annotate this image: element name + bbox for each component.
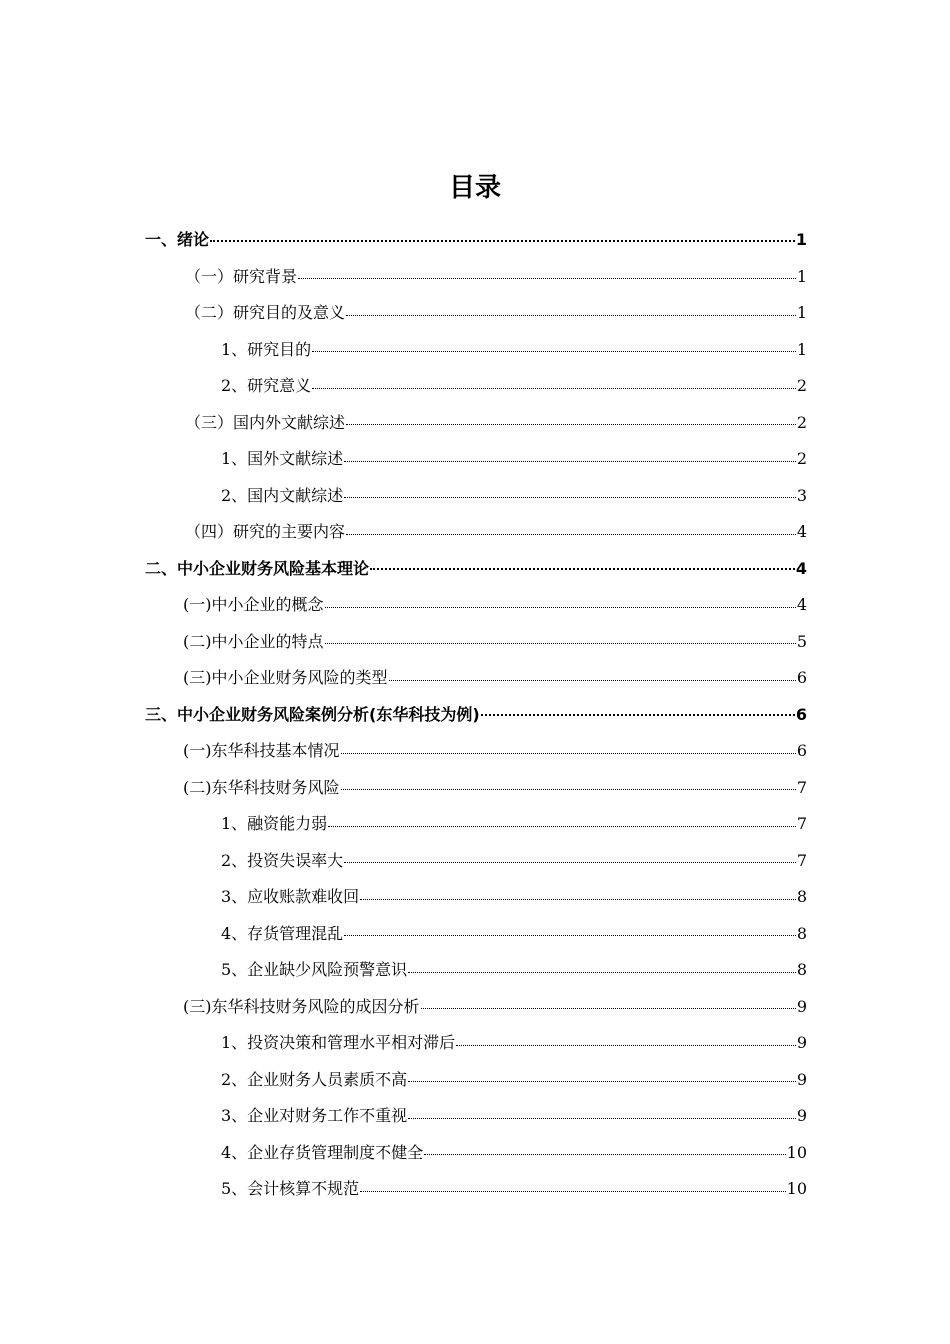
dot-leader bbox=[481, 714, 795, 716]
toc-entry-page: 4 bbox=[795, 558, 807, 578]
toc-entry-label: 1、研究目的 bbox=[221, 339, 312, 359]
toc-entry-page: 9 bbox=[796, 996, 807, 1016]
dot-leader bbox=[312, 388, 796, 389]
dot-leader bbox=[424, 1154, 785, 1155]
dot-leader bbox=[325, 643, 796, 644]
dot-leader bbox=[341, 753, 796, 754]
toc-entry-label: 4、存货管理混乱 bbox=[221, 923, 344, 943]
toc-entry-page: 6 bbox=[796, 668, 807, 687]
toc-entry-page: 7 bbox=[796, 814, 807, 833]
toc-entry-label: （二）研究目的及意义 bbox=[185, 303, 346, 322]
toc-entry-section[interactable] bbox=[145, 405, 807, 442]
dot-leader bbox=[210, 240, 795, 242]
toc-entry-subsection[interactable] bbox=[145, 1062, 807, 1099]
dot-leader bbox=[298, 278, 796, 279]
toc-entry-chapter-3[interactable] bbox=[145, 697, 807, 734]
toc-entry-subsection[interactable] bbox=[145, 441, 807, 478]
toc-entry-subsection[interactable] bbox=[145, 916, 807, 953]
toc-entry-label: 3、企业对财务工作不重视 bbox=[221, 1106, 408, 1125]
toc-entry-page: 7 bbox=[796, 850, 807, 870]
toc-entry-label: 5、企业缺少风险预警意识 bbox=[221, 960, 408, 979]
toc-entry-section[interactable] bbox=[145, 733, 807, 770]
toc-entry-page: 5 bbox=[796, 631, 807, 651]
toc-entry-page: 2 bbox=[796, 376, 807, 395]
toc-entry-label: 4、企业存货管理制度不健全 bbox=[221, 1142, 424, 1162]
toc-entry-section[interactable] bbox=[145, 624, 807, 661]
toc-entry-page: 8 bbox=[796, 887, 807, 906]
dot-leader bbox=[344, 461, 796, 462]
toc-entry-page: 9 bbox=[796, 1033, 807, 1052]
toc-entry-label: （一）研究背景 bbox=[185, 266, 298, 286]
toc-entry-page: 1 bbox=[796, 266, 807, 286]
toc-entry-label: 一、绪论 bbox=[145, 230, 210, 249]
toc-entry-page: 3 bbox=[796, 485, 807, 505]
toc-entry-label: 2、研究意义 bbox=[221, 376, 312, 395]
toc-entry-label: 二、中小企业财务风险基本理论 bbox=[145, 558, 370, 578]
toc-entry-page: 2 bbox=[796, 412, 807, 432]
dot-leader bbox=[456, 1045, 796, 1046]
toc-entry-page: 4 bbox=[796, 522, 807, 541]
toc-entry-page: 8 bbox=[796, 960, 807, 979]
toc-entry-subsection[interactable] bbox=[145, 1025, 807, 1062]
toc-entry-section[interactable] bbox=[145, 295, 807, 332]
toc-entry-label: 1、投资决策和管理水平相对滞后 bbox=[221, 1033, 456, 1052]
toc-entry-label: 5、会计核算不规范 bbox=[221, 1179, 360, 1198]
toc-entry-page: 4 bbox=[796, 595, 807, 614]
toc-entry-subsection[interactable] bbox=[145, 368, 807, 405]
dot-leader bbox=[312, 351, 796, 352]
dot-leader bbox=[346, 424, 796, 425]
toc-entry-label: 2、企业财务人员素质不高 bbox=[221, 1069, 408, 1089]
toc-entry-label: (二)东华科技财务风险 bbox=[183, 777, 340, 797]
toc-entry-label: 1、国外文献综述 bbox=[221, 449, 344, 468]
toc-entry-label: 2、投资失误率大 bbox=[221, 850, 344, 870]
toc-entry-section[interactable] bbox=[145, 989, 807, 1026]
dot-leader bbox=[344, 497, 796, 498]
toc-entry-subsection[interactable] bbox=[145, 843, 807, 880]
toc-entry-label: 三、中小企业财务风险案例分析(东华科技为例) bbox=[145, 704, 480, 724]
toc-entry-page: 6 bbox=[795, 704, 807, 724]
toc-entry-section[interactable] bbox=[145, 587, 807, 624]
toc-entry-page: 1 bbox=[795, 230, 807, 249]
toc-entry-label: 3、应收账款难收回 bbox=[221, 887, 360, 906]
toc-entry-label: (二)中小企业的特点 bbox=[183, 631, 324, 651]
toc-entry-section[interactable] bbox=[145, 514, 807, 551]
toc-entry-page: 6 bbox=[796, 741, 807, 760]
toc-entry-subsection[interactable] bbox=[145, 332, 807, 369]
dot-leader bbox=[344, 862, 796, 863]
toc-entry-label: 2、国内文献综述 bbox=[221, 485, 344, 505]
toc-entry-page: 1 bbox=[796, 303, 807, 322]
toc-entry-page: 9 bbox=[796, 1069, 807, 1089]
toc-entry-label: 1、融资能力弱 bbox=[221, 814, 328, 833]
dot-leader bbox=[421, 1008, 796, 1009]
toc-entry-label: (三)中小企业财务风险的类型 bbox=[183, 668, 388, 687]
dot-leader bbox=[346, 534, 796, 535]
toc-entry-page: 10 bbox=[786, 1179, 807, 1198]
dot-leader bbox=[408, 1081, 796, 1082]
toc-entry-label: (三)东华科技财务风险的成因分析 bbox=[183, 996, 420, 1016]
toc-entry-label: （三）国内外文献综述 bbox=[185, 412, 346, 432]
toc-entry-subsection[interactable] bbox=[145, 478, 807, 515]
page-title: 目录 bbox=[448, 173, 501, 203]
dot-leader bbox=[389, 680, 796, 681]
dot-leader bbox=[370, 568, 795, 570]
dot-leader bbox=[408, 1118, 796, 1119]
dot-leader bbox=[360, 1191, 785, 1192]
toc-entry-section[interactable] bbox=[145, 660, 807, 697]
toc-entry-label: (一)东华科技基本情况 bbox=[183, 741, 340, 760]
dot-leader bbox=[408, 972, 796, 973]
dot-leader bbox=[325, 607, 796, 608]
toc-entry-chapter-1[interactable] bbox=[145, 222, 807, 259]
toc-entry-subsection[interactable] bbox=[145, 1171, 807, 1208]
toc-entry-section[interactable] bbox=[145, 770, 807, 807]
dot-leader bbox=[328, 826, 796, 827]
toc-entry-page: 9 bbox=[796, 1106, 807, 1125]
toc-entry-subsection[interactable] bbox=[145, 806, 807, 843]
toc-entry-chapter-2[interactable] bbox=[145, 551, 807, 588]
toc-entry-page: 1 bbox=[796, 339, 807, 359]
toc-entry-label: （四）研究的主要内容 bbox=[185, 522, 346, 541]
toc-entry-page: 7 bbox=[796, 777, 807, 797]
toc-entry-page: 10 bbox=[786, 1142, 807, 1162]
toc-entry-subsection[interactable] bbox=[145, 1098, 807, 1135]
toc-entry-label: (一)中小企业的概念 bbox=[183, 595, 324, 614]
dot-leader bbox=[360, 899, 796, 900]
toc-entry-subsection[interactable] bbox=[145, 1135, 807, 1172]
dot-leader bbox=[341, 789, 796, 790]
toc-entry-subsection[interactable] bbox=[145, 879, 807, 916]
dot-leader bbox=[346, 315, 796, 316]
toc-entry-page: 8 bbox=[796, 923, 807, 943]
toc-entry-section[interactable] bbox=[145, 259, 807, 296]
dot-leader bbox=[344, 935, 796, 936]
toc-entry-subsection[interactable] bbox=[145, 952, 807, 989]
table-of-contents bbox=[145, 222, 807, 1208]
toc-entry-page: 2 bbox=[796, 449, 807, 468]
